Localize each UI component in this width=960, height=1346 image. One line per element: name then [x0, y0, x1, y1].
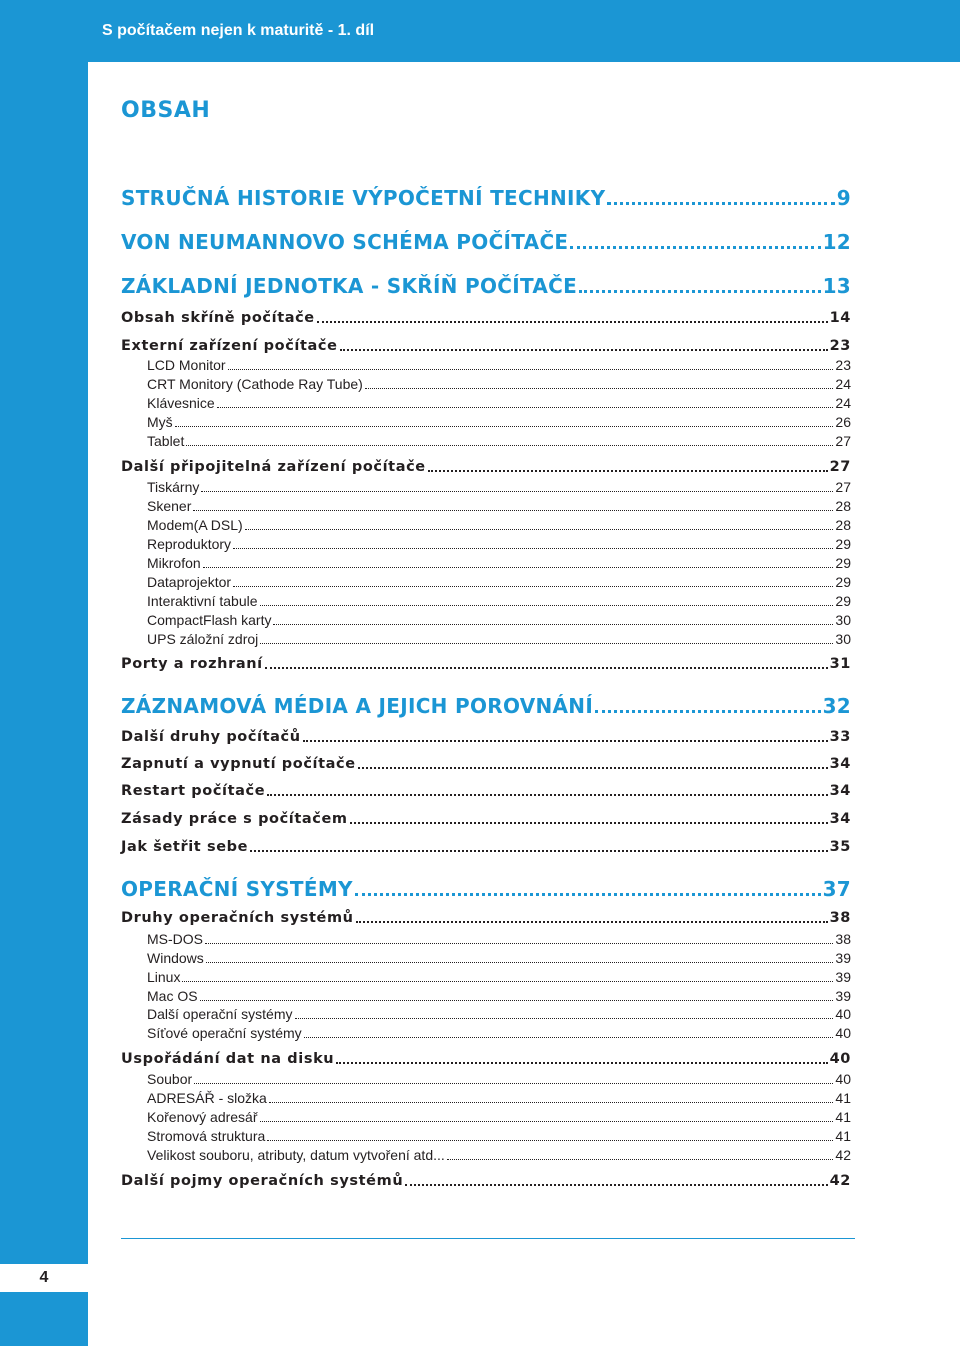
toc-entry-page: 27 — [835, 479, 851, 495]
toc-entry-label: Druhy operačních systémů — [121, 910, 354, 926]
toc-entry-label: UPS záložní zdroj — [147, 631, 259, 647]
toc-entry-label: Skener — [147, 498, 192, 514]
toc-entry-page: 37 — [822, 877, 851, 901]
toc-entry — [147, 1128, 851, 1144]
toc-entry — [121, 783, 851, 799]
toc-entry — [147, 414, 851, 430]
toc-leader-dots — [267, 794, 827, 796]
toc-entry — [121, 729, 851, 745]
toc-entry-label: LCD Monitor — [147, 357, 226, 373]
toc-entry — [121, 694, 851, 718]
toc-entry-page: 23 — [835, 357, 851, 373]
toc-entry-label: Tablet — [147, 433, 185, 449]
toc-entry-page: 27 — [829, 459, 851, 475]
toc-entry — [121, 910, 851, 926]
toc-entry-page: 34 — [829, 811, 851, 827]
toc-entry-label: ADRESÁŘ - složka — [147, 1090, 267, 1106]
toc-entry-page: 14 — [829, 310, 851, 326]
toc-entry-label: Modem(A DSL) — [147, 517, 243, 533]
toc-entry-label: Soubor — [147, 1071, 193, 1087]
toc-entry-page: 38 — [835, 931, 851, 947]
toc-leader-dots — [260, 605, 834, 606]
toc-entry-page: 29 — [835, 593, 851, 609]
toc-entry-label: Reproduktory — [147, 536, 232, 552]
toc-leader-dots — [193, 510, 833, 511]
toc-entry-page: 40 — [835, 1025, 851, 1041]
toc-entry-page: 35 — [829, 839, 851, 855]
toc-entry-label: Mac OS — [147, 988, 198, 1004]
toc-leader-dots — [355, 893, 821, 896]
toc-entry — [147, 931, 851, 947]
toc-entry-page: 24 — [835, 395, 851, 411]
toc-entry-page: 34 — [829, 756, 851, 772]
toc-entry-page: 33 — [829, 729, 851, 745]
header-title: S počítačem nejen k maturitě - 1. díl — [102, 22, 375, 39]
toc-entry-label: CRT Monitory (Cathode Ray Tube) — [147, 376, 363, 392]
toc-leader-dots — [428, 470, 828, 472]
toc-leader-dots — [350, 822, 828, 824]
toc-leader-dots — [228, 369, 834, 370]
toc-entry-page: 40 — [835, 1006, 851, 1022]
toc-leader-dots — [260, 643, 833, 644]
toc-entry-label: Interaktivní tabule — [147, 593, 258, 609]
toc-entry — [147, 498, 851, 514]
toc-entry-page: 23 — [829, 338, 851, 354]
toc-leader-dots — [233, 548, 833, 549]
toc-leader-dots — [336, 1062, 827, 1064]
toc-entry — [121, 656, 851, 672]
toc-leader-dots — [595, 710, 820, 713]
toc-entry-label: Dataprojektor — [147, 574, 232, 590]
toc-entry — [147, 555, 851, 571]
toc-leader-dots — [205, 943, 833, 944]
toc-entry — [147, 631, 851, 647]
toc-entry-page: 30 — [835, 612, 851, 628]
toc-entry — [147, 517, 851, 533]
toc-entry — [121, 274, 851, 298]
toc-entry-page: 39 — [835, 988, 851, 1004]
toc-entry-page: 28 — [835, 517, 851, 533]
toc-leader-dots — [447, 1159, 834, 1160]
toc-entry-label: Další operační systémy — [147, 1006, 293, 1022]
toc-entry-label: Restart počítače — [121, 783, 266, 799]
toc-entry — [121, 839, 851, 855]
toc-entry — [147, 1006, 851, 1022]
toc-entry-label: Stromová struktura — [147, 1128, 266, 1144]
toc-entry — [147, 479, 851, 495]
toc-entry — [121, 459, 851, 475]
toc-entry-label: VON NEUMANNOVO SCHÉMA POČÍTAČE — [121, 230, 569, 254]
toc-leader-dots — [267, 1140, 833, 1141]
toc-entry-label: Uspořádání dat na disku — [121, 1051, 335, 1067]
toc-entry-label: Další pojmy operačních systémů — [121, 1173, 404, 1189]
toc-entry-label: OPERAČNÍ SYSTÉMY — [121, 877, 353, 901]
toc-entry — [147, 395, 851, 411]
toc-entry-label: Externí zařízení počítače — [121, 338, 338, 354]
toc-entry-page: 24 — [835, 376, 851, 392]
toc-leader-dots — [175, 426, 834, 427]
toc-entry — [147, 1109, 851, 1125]
toc-entry-page: 30 — [835, 631, 851, 647]
toc-entry — [147, 433, 851, 449]
toc-entry-page: 26 — [835, 414, 851, 430]
toc-entry — [121, 186, 851, 210]
toc-entry — [147, 536, 851, 552]
toc-entry-label: Obsah skříně počítače — [121, 310, 315, 326]
toc-leader-dots — [182, 981, 833, 982]
side-bar — [0, 62, 88, 1346]
toc-entry — [121, 230, 851, 254]
toc-entry-page: 29 — [835, 555, 851, 571]
toc-entry-page: 39 — [835, 950, 851, 966]
toc-entry — [147, 612, 851, 628]
toc-leader-dots — [265, 667, 828, 669]
toc-entry — [147, 969, 851, 985]
toc-entry-label: Další druhy počítačů — [121, 729, 301, 745]
toc-entry-page: 29 — [835, 536, 851, 552]
toc-entry-page: 41 — [835, 1128, 851, 1144]
toc-entry-label: Myš — [147, 414, 173, 430]
toc-entry-label: MS-DOS — [147, 931, 203, 947]
toc-leader-dots — [365, 388, 834, 389]
toc-entry-page: 41 — [835, 1109, 851, 1125]
toc-leader-dots — [269, 1102, 834, 1103]
toc-entry — [121, 310, 851, 326]
toc-leader-dots — [304, 1037, 834, 1038]
toc-entry-label: Tiskárny — [147, 479, 200, 495]
toc-entry-page: 38 — [829, 910, 851, 926]
toc-entry-label: Windows — [147, 950, 204, 966]
toc-entry-label: Linux — [147, 969, 181, 985]
toc-leader-dots — [303, 740, 828, 742]
toc-leader-dots — [356, 921, 828, 923]
toc-leader-dots — [245, 529, 834, 530]
toc-entry — [121, 811, 851, 827]
toc-entry-page: 27 — [835, 433, 851, 449]
toc-leader-dots — [358, 767, 828, 769]
toc-entry — [147, 1090, 851, 1106]
toc-entry-label: Velikost souboru, atributy, datum vytvoření atd... — [147, 1147, 445, 1163]
toc-entry-page: 39 — [835, 969, 851, 985]
toc-leader-dots — [570, 246, 820, 249]
toc-leader-dots — [579, 290, 820, 293]
toc-entry-page: 41 — [835, 1090, 851, 1106]
toc-entry-page: 40 — [835, 1071, 851, 1087]
toc-entry — [147, 1071, 851, 1087]
toc-entry-label: Síťové operační systémy — [147, 1025, 302, 1041]
toc-entry — [147, 376, 851, 392]
toc-leader-dots — [233, 586, 833, 587]
toc-entry-page: 32 — [822, 694, 851, 718]
toc-leader-dots — [405, 1184, 827, 1186]
toc-leader-dots — [217, 407, 834, 408]
toc-entry-label: Klávesnice — [147, 395, 215, 411]
toc-leader-dots — [201, 491, 833, 492]
toc-entry — [147, 988, 851, 1004]
toc-entry — [147, 1025, 851, 1041]
toc-entry — [147, 950, 851, 966]
toc-entry — [121, 877, 851, 901]
toc-leader-dots — [340, 349, 828, 351]
page-number: 4 — [0, 1264, 88, 1292]
toc-entry — [121, 1051, 851, 1067]
toc-entry-label: STRUČNÁ HISTORIE VÝPOČETNÍ TECHNIKY — [121, 186, 606, 210]
toc-entry-label: Kořenový adresář — [147, 1109, 258, 1125]
toc-leader-dots — [295, 1018, 834, 1019]
toc-entry — [121, 756, 851, 772]
toc-leader-dots — [250, 850, 828, 852]
toc-entry — [121, 1173, 851, 1189]
toc-entry — [121, 338, 851, 354]
toc-entry-label: Zapnutí a vypnutí počítače — [121, 756, 356, 772]
toc-entry — [147, 593, 851, 609]
toc-leader-dots — [206, 962, 834, 963]
toc-entry-label: ZÁZNAMOVÁ MÉDIA A JEJICH POROVNÁNÍ — [121, 694, 594, 718]
toc-entry-page: 31 — [829, 656, 851, 672]
toc-leader-dots — [186, 445, 833, 446]
toc-entry-page: 9 — [836, 186, 851, 210]
toc-leader-dots — [194, 1083, 833, 1084]
toc-entry — [147, 574, 851, 590]
toc-entry-label: Porty a rozhraní — [121, 656, 263, 672]
bottom-rule — [121, 1238, 855, 1239]
toc-entry-label: ZÁKLADNÍ JEDNOTKA - SKŘÍŇ POČÍTAČE — [121, 274, 578, 298]
toc-entry-page: 29 — [835, 574, 851, 590]
toc-leader-dots — [203, 567, 834, 568]
toc-entry-label: CompactFlash karty — [147, 612, 272, 628]
toc-entry-label: Zásady práce s počítačem — [121, 811, 348, 827]
toc-leader-dots — [273, 624, 833, 625]
toc-entry-label: Další připojitelná zařízení počítače — [121, 459, 426, 475]
toc-leader-dots — [317, 321, 828, 323]
toc-entry — [147, 357, 851, 373]
toc-leader-dots — [607, 202, 834, 205]
toc-entry-label: Jak šetřit sebe — [121, 839, 249, 855]
toc-entry-page: 42 — [835, 1147, 851, 1163]
toc-entry-page: 12 — [822, 230, 851, 254]
toc-entry-page: 13 — [822, 274, 851, 298]
toc-leader-dots — [200, 1000, 834, 1001]
toc-leader-dots — [260, 1121, 834, 1122]
toc-entry-label: Mikrofon — [147, 555, 201, 571]
toc-entry-page: 28 — [835, 498, 851, 514]
toc-entry-page: 42 — [829, 1173, 851, 1189]
toc-entry-page: 34 — [829, 783, 851, 799]
toc-entry-page: 40 — [829, 1051, 851, 1067]
toc-entry — [147, 1147, 851, 1163]
toc-title: OBSAH — [121, 98, 211, 123]
